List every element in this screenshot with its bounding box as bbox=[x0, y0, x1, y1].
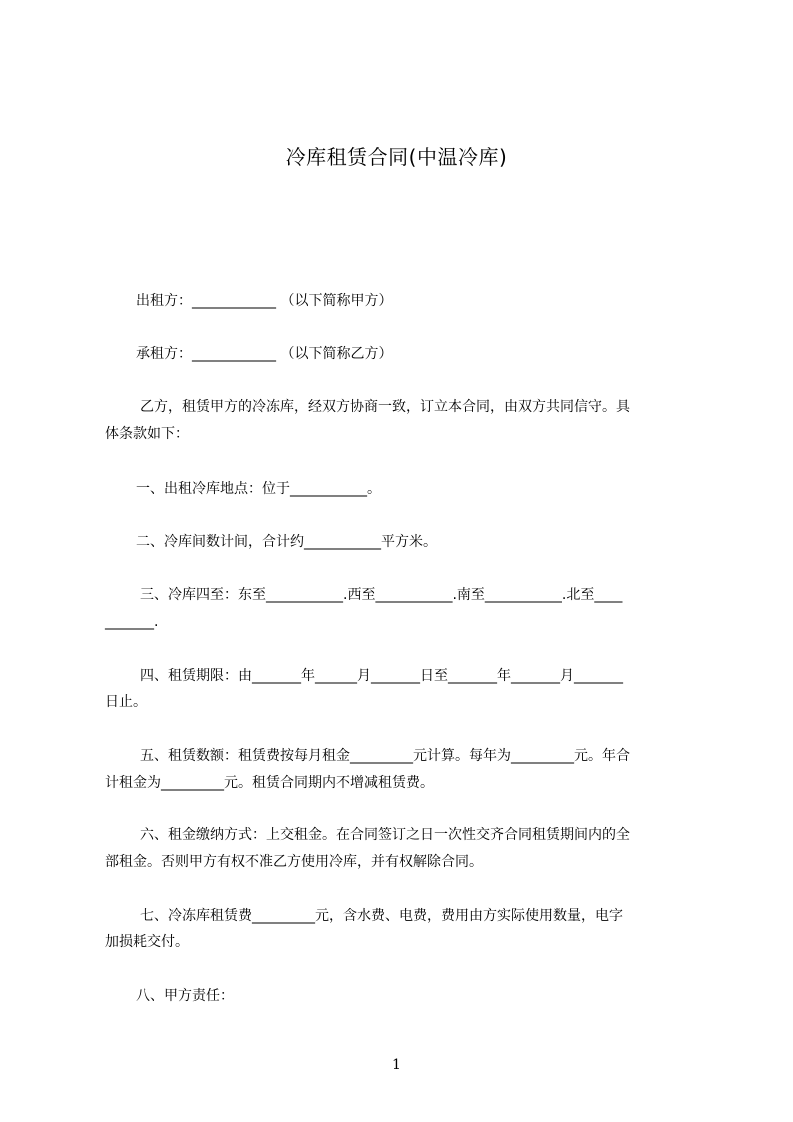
clause-5-line-2: 计租金为_________元。租赁合同期内不增减租赁费。 bbox=[105, 775, 434, 791]
clause-4-line-2: 日止。 bbox=[105, 694, 147, 710]
lessee-line: 承租方：____________ （以下简称乙方） bbox=[136, 346, 393, 362]
intro-line-1: 乙方，租赁甲方的冷冻库，经双方协商一致，订立本合同，由双方共同信守。具 bbox=[140, 399, 630, 415]
lessor-line: 出租方：____________ （以下简称甲方） bbox=[136, 293, 393, 309]
page-title: 冷库租赁合同(中温冷库) bbox=[285, 145, 508, 169]
clause-3-line-1: 三、冷库四至：东至___________.西至___________.南至___________.北至____ bbox=[140, 587, 623, 603]
clause-6-line-1: 六、租金缴纳方式：上交租金。在合同签订之日一次性交齐合同租赁期间内的全 bbox=[140, 827, 630, 843]
clause-7-line-2: 加损耗交付。 bbox=[105, 934, 189, 950]
intro-line-2: 体条款如下： bbox=[105, 426, 189, 442]
clause-5-line-1: 五、租赁数额：租赁费按每月租金_________元计算。每年为_________元。年合 bbox=[140, 748, 630, 764]
page-number: 1 bbox=[392, 1057, 401, 1073]
clause-3-line-2: _______. bbox=[105, 614, 159, 630]
clause-2-line: 二、冷库间数计间，合计约___________平方米。 bbox=[136, 534, 437, 550]
clause-7-line-1: 七、冷冻库租赁费_________元，含水费、电费，费用由方实际使用数量，电字 bbox=[140, 908, 623, 924]
clause-1-line: 一、出租冷库地点：位于___________。 bbox=[136, 481, 381, 497]
clause-4-line-1: 四、租赁期限：由_______年______月_______日至_______年_______月_______ bbox=[140, 668, 623, 684]
clause-8-heading: 八、甲方责任： bbox=[136, 988, 234, 1004]
clause-6-line-2: 部租金。否则甲方有权不准乙方使用冷库，并有权解除合同。 bbox=[105, 854, 483, 870]
